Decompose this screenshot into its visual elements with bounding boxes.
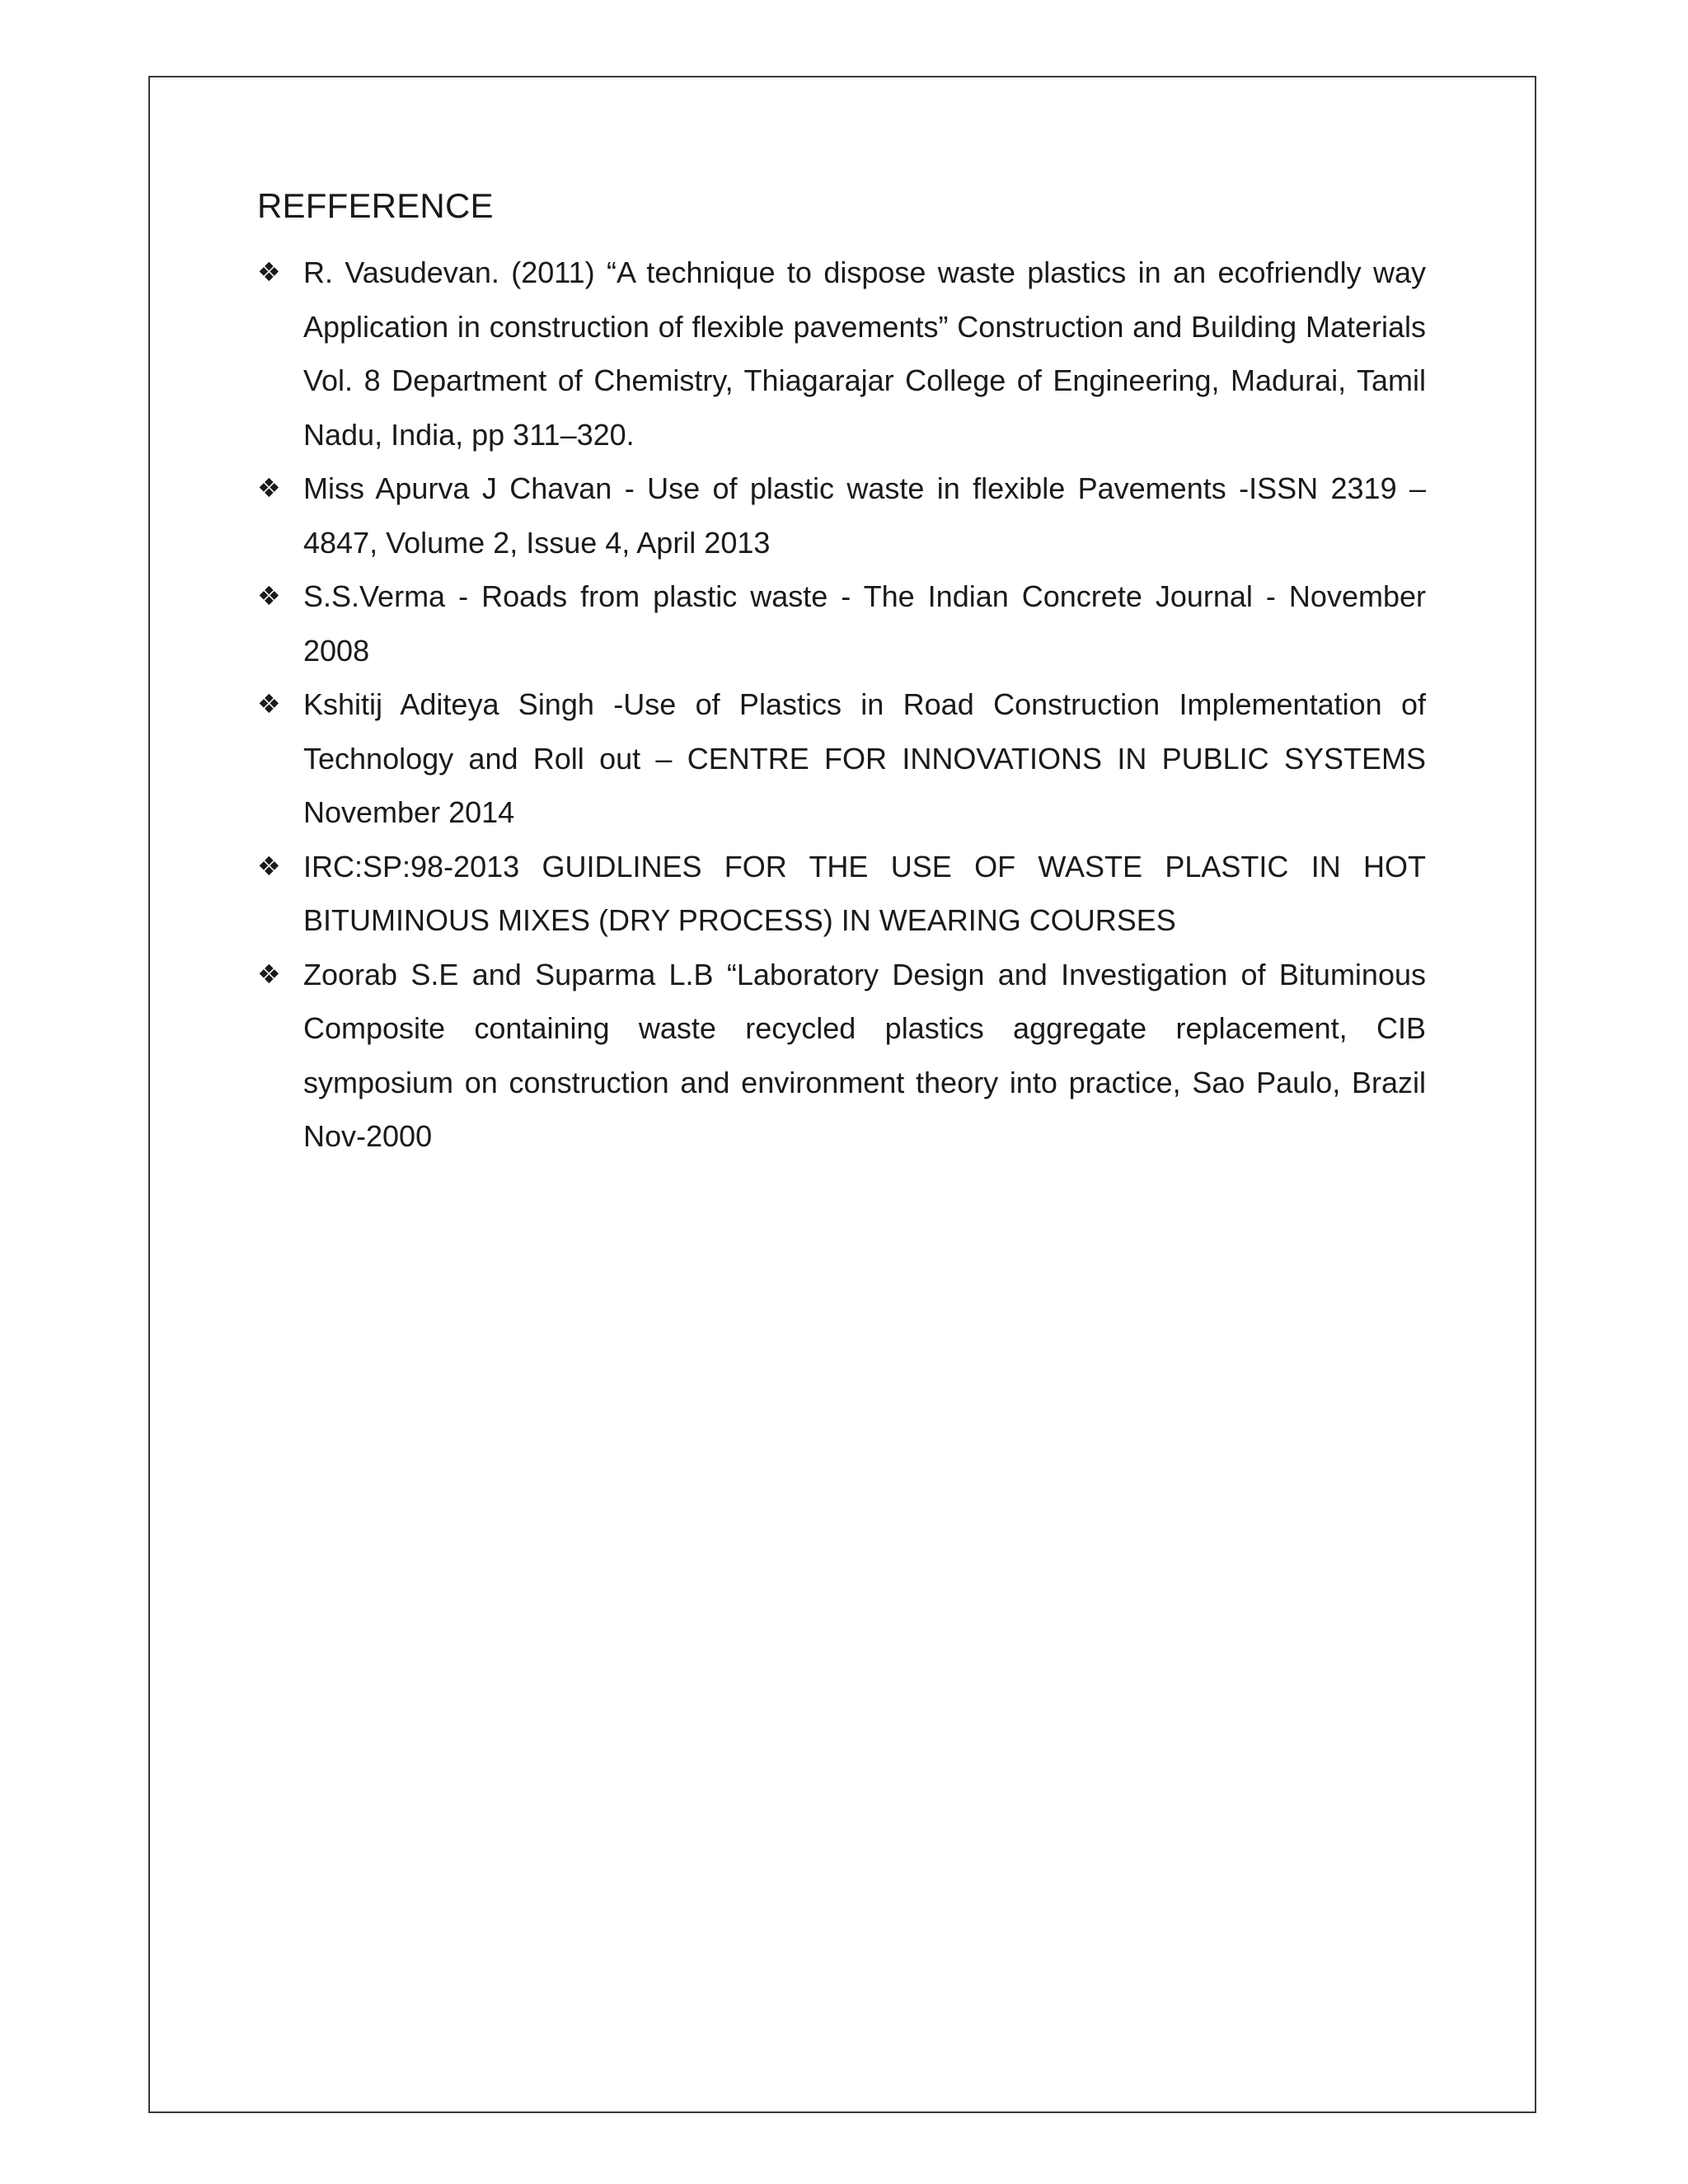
reference-item-4	[257, 677, 1426, 840]
diamond-bullet-icon: ❖	[257, 581, 281, 611]
diamond-bullet-icon: ❖	[257, 257, 281, 287]
reference-text: IRC:SP:98-2013 GUIDLINES FOR THE USE OF WASTE PLASTIC IN HOT BITUMINOUS MIXES (DRY PROCESS) IN WEARING COURSES	[303, 849, 1426, 937]
reference-text: S.S.Verma - Roads from plastic waste - The Indian Concrete Journal - November 2008	[303, 579, 1426, 668]
diamond-bullet-icon: ❖	[257, 689, 281, 719]
document-body	[257, 183, 1426, 1164]
reference-text: R. Vasudevan. (2011) “A technique to dispose waste plastics in an ecofriendly way Application in construction of flexible pavements” Construction and Building Materials Vol. 8 Department of Chemistry, Thiagarajar College of Engineering, Madurai, Tamil Nadu, India, pp 311–320.	[303, 255, 1426, 452]
reference-item-3	[257, 569, 1426, 677]
diamond-bullet-icon: ❖	[257, 958, 281, 989]
diamond-bullet-icon: ❖	[257, 851, 281, 881]
reference-item-6	[257, 948, 1426, 1164]
reference-item-2	[257, 462, 1426, 569]
reference-text: Miss Apurva J Chavan - Use of plastic waste in flexible Pavements -ISSN 2319 – 4847, Volume 2, Issue 4, April 2013	[303, 471, 1426, 560]
reference-text: Kshitij Aditeya Singh -Use of Plastics in Road Construction Implementation of Technology and Roll out – CENTRE FOR INNOVATIONS IN PUBLIC SYSTEMS November 2014	[303, 687, 1426, 829]
reference-item-5	[257, 840, 1426, 948]
reference-item-1	[257, 246, 1426, 462]
reference-list	[257, 246, 1426, 1164]
diamond-bullet-icon: ❖	[257, 473, 281, 503]
reference-text: Zoorab S.E and Suparma L.B “Laboratory Design and Investigation of Bituminous Composite containing waste recycled plastics aggregate replacement, CIB symposium on construction and environment theory into practice, Sao Paulo, Brazil Nov-2000	[303, 957, 1426, 1153]
page-title: REFFERENCE	[257, 186, 494, 225]
